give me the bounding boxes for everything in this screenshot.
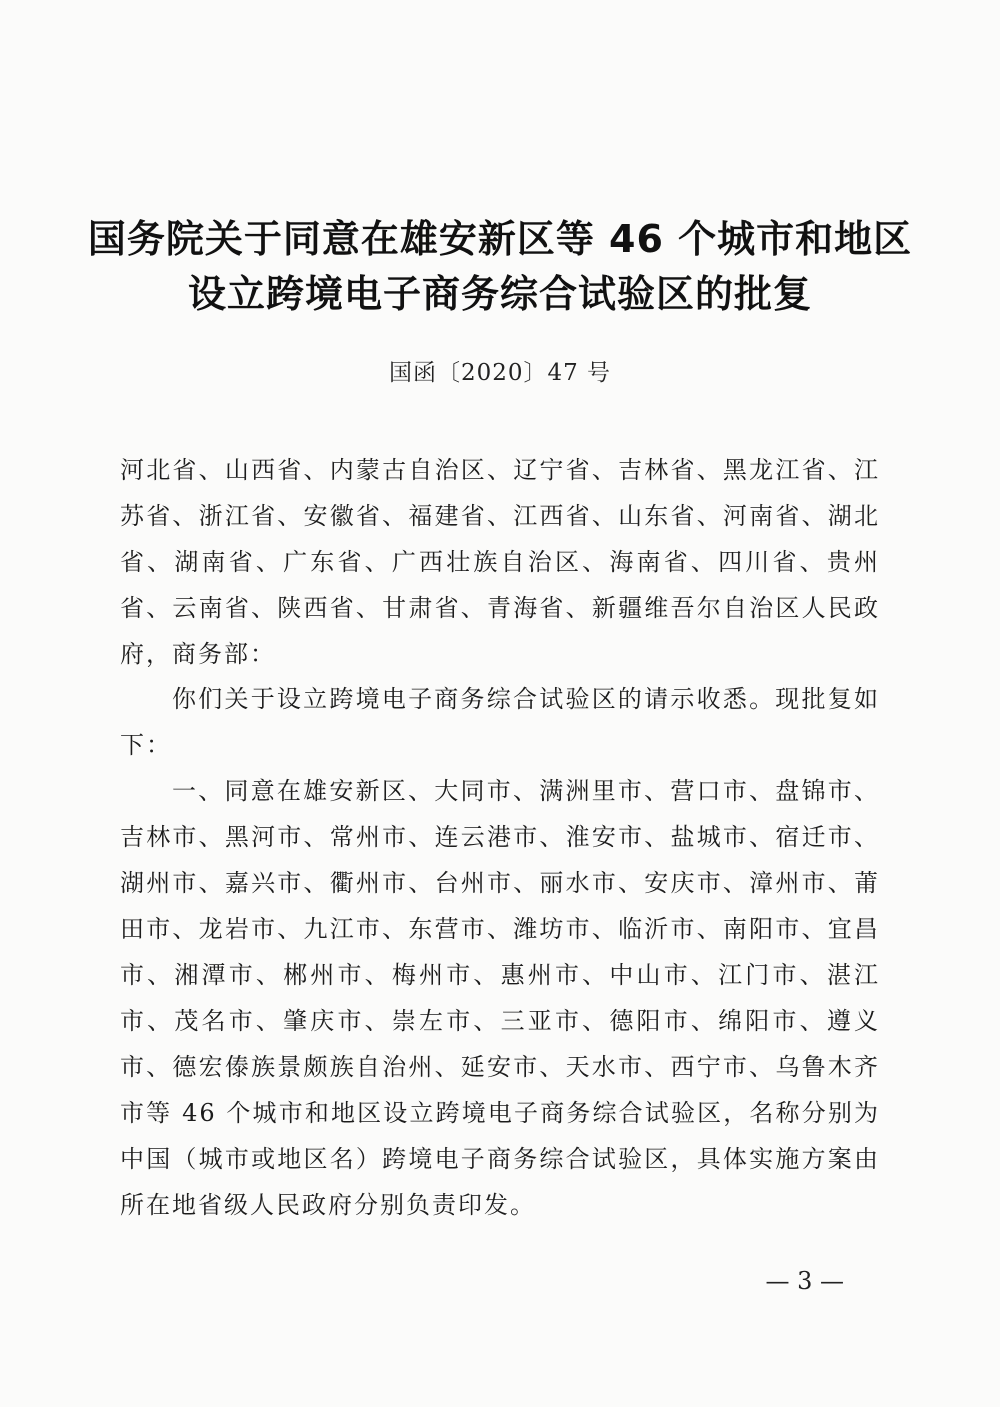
body-paragraph-2: 一、同意在雄安新区、大同市、满洲里市、营口市、盘锦市、吉林市、黑河市、常州市、连云港市、淮安市、盐城市、宿迁市、湖州市、嘉兴市、衢州市、台州市、丽水市、安庆市、漳州市、莆田市、龙岩市、九江市、东营市、潍坊市、临沂市、南阳市、宜昌市、湘潭市、郴州市、梅州市、惠州市、中山市、江门市、湛江市、茂名市、肇庆市、崇左市、三亚市、德阳市、绵阳市、遵义市、德宏傣族景颇族自治州、延安市、天水市、西宁市、乌鲁木齐市等 46 个城市和地区设立跨境电子商务综合试验区，名称分别为中国（城市或地区名）跨境电子商务综合试验区，具体实施方案由所在地省级人民政府分别负责印发。 bbox=[120, 777, 880, 1219]
document-number: 国函〔2020〕47 号 bbox=[388, 360, 612, 386]
addressee-paragraph: 河北省、山西省、内蒙古自治区、辽宁省、吉林省、黑龙江省、江苏省、浙江省、安徽省、福建省、江西省、山东省、河南省、湖北省、湖南省、广东省、广西壮族自治区、海南省、四川省、贵州省、云南省、陕西省、甘肃省、青海省、新疆维吾尔自治区人民政府，商务部： bbox=[120, 456, 880, 668]
page-number: — 3 — bbox=[765, 1267, 844, 1295]
body-paragraph-1: 你们关于设立跨境电子商务综合试验区的请示收悉。现批复如下： bbox=[120, 685, 880, 759]
document-title-line-1: 国务院关于同意在雄安新区等 46 个城市和地区 bbox=[87, 217, 913, 261]
document-title-line-2: 设立跨境电子商务综合试验区的批复 bbox=[187, 272, 812, 316]
